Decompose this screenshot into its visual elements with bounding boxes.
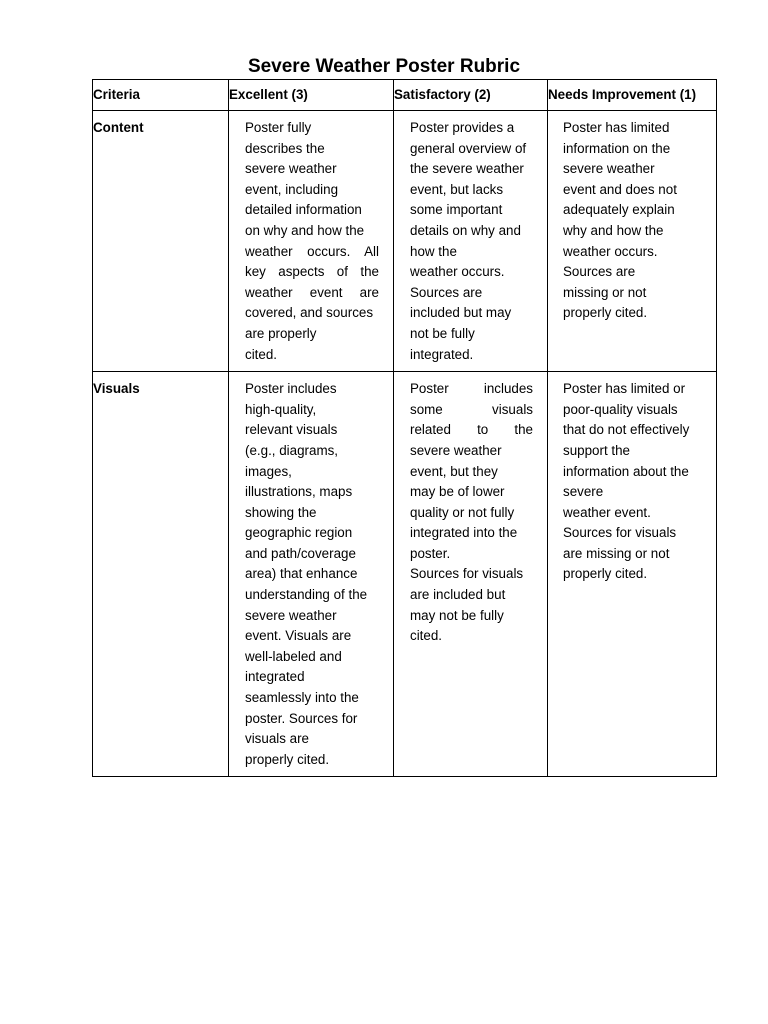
cell-line: information about the	[563, 463, 689, 479]
cell-line: Poster fully	[245, 120, 312, 135]
cell-line: weather event.	[563, 504, 651, 520]
cell-line: covered, and sources	[245, 305, 374, 321]
cell-line: weather occurs.	[563, 243, 658, 259]
cell-line: illustrations, maps	[245, 484, 353, 500]
cell-line: support the	[563, 442, 630, 458]
table-row-visuals	[93, 372, 717, 777]
cell-line: severe	[563, 484, 604, 500]
table-header-row	[93, 80, 717, 111]
cell-line: weather occurs.	[410, 264, 505, 280]
satisfactory-cell	[394, 111, 548, 372]
excellent-cell	[229, 372, 394, 777]
cell-line: poster.	[410, 545, 451, 561]
excellent-cell	[229, 111, 394, 372]
cell-line: related to the	[410, 422, 533, 438]
cell-line: poor-quality visuals	[563, 401, 678, 417]
cell-line: integrated.	[410, 346, 474, 362]
cell-line: cited.	[245, 346, 278, 362]
cell-line: Poster includes	[245, 381, 337, 397]
cell-line: understanding of the	[245, 587, 368, 603]
criteria-cell	[93, 111, 229, 372]
cell-line: seamlessly into the	[245, 690, 359, 706]
cell-line: area) that enhance	[245, 566, 358, 582]
cell-line: some visuals	[410, 401, 533, 417]
cell-line: are included but	[410, 587, 506, 603]
criteria-label: Visuals	[93, 381, 140, 397]
cell-line: integrated	[245, 669, 305, 685]
criteria-cell	[93, 372, 229, 777]
cell-line: visuals are	[245, 731, 310, 747]
cell-line: detailed information	[245, 202, 362, 218]
cell-line: weather occurs. All	[245, 243, 379, 259]
criteria-label: Content	[93, 120, 144, 135]
cell-line: are missing or not	[563, 545, 670, 561]
cell-line: Poster has limited or	[563, 381, 686, 397]
cell-line: Poster provides a	[410, 120, 515, 135]
cell-line: integrated into the	[410, 525, 518, 541]
satisfactory-cell	[394, 372, 548, 777]
cell-line: event, but lacks	[410, 181, 504, 197]
cell-line: how the	[410, 243, 457, 259]
cell-line: that do not effectively	[563, 422, 690, 438]
cell-line: on why and how the	[245, 222, 365, 238]
cell-line: relevant visuals	[245, 422, 338, 438]
cell-line: properly cited.	[245, 751, 330, 767]
cell-line: properly cited.	[563, 566, 648, 582]
cell-line: key aspects of the	[245, 264, 379, 280]
cell-line: event and does not	[563, 181, 677, 197]
cell-line: Sources for visuals	[410, 566, 524, 582]
table-row-content	[93, 111, 717, 372]
cell-line: severe weather	[410, 442, 502, 458]
header-excellent: Excellent (3)	[229, 80, 394, 111]
cell-line: Poster includes	[410, 381, 533, 397]
cell-line: the severe weather	[410, 161, 524, 177]
cell-line: why and how the	[563, 222, 664, 238]
cell-line: well-labeled and	[245, 648, 342, 664]
cell-line: Sources are	[563, 264, 636, 280]
cell-line: may be of lower	[410, 484, 505, 500]
cell-line: geographic region	[245, 525, 353, 541]
cell-line: cited.	[410, 628, 443, 644]
cell-line: high-quality,	[245, 401, 317, 417]
needs-improvement-cell	[548, 372, 717, 777]
cell-line: event, but they	[410, 463, 498, 479]
cell-line: included but may	[410, 305, 512, 321]
cell-line: may not be fully	[410, 607, 504, 623]
cell-line: severe weather	[245, 161, 337, 177]
page-title: Severe Weather Poster Rubric	[247, 56, 521, 77]
cell-line: event, including	[245, 181, 339, 197]
cell-line: details on why and	[410, 222, 521, 238]
cell-line: and path/coverage	[245, 545, 356, 561]
needs-improvement-cell	[548, 111, 717, 372]
cell-line: information on the	[563, 140, 671, 156]
cell-line: event. Visuals are	[245, 628, 352, 644]
cell-line: are properly	[245, 325, 317, 341]
cell-line: (e.g., diagrams,	[245, 442, 339, 458]
cell-line: severe weather	[245, 607, 337, 623]
header-needs-improvement: Needs Improvement (1)	[548, 80, 717, 111]
cell-line: poster. Sources for	[245, 710, 358, 726]
cell-line: describes the	[245, 140, 325, 156]
header-satisfactory: Satisfactory (2)	[394, 80, 548, 111]
cell-line: missing or not	[563, 284, 647, 300]
header-criteria: Criteria	[93, 80, 229, 111]
cell-line: some important	[410, 202, 503, 218]
rubric-table	[92, 79, 717, 777]
cell-line: properly cited.	[563, 305, 648, 321]
cell-line: adequately explain	[563, 202, 675, 218]
cell-line: not be fully	[410, 325, 475, 341]
cell-line: Sources for visuals	[563, 525, 677, 541]
cell-line: severe weather	[563, 161, 655, 177]
cell-line: weather event are	[245, 284, 379, 300]
cell-line: Sources are	[410, 284, 483, 300]
cell-line: showing the	[245, 504, 317, 520]
cell-line: general overview of	[410, 140, 527, 156]
cell-line: Poster has limited	[563, 120, 670, 135]
cell-line: quality or not fully	[410, 504, 515, 520]
cell-line: images,	[245, 463, 292, 479]
